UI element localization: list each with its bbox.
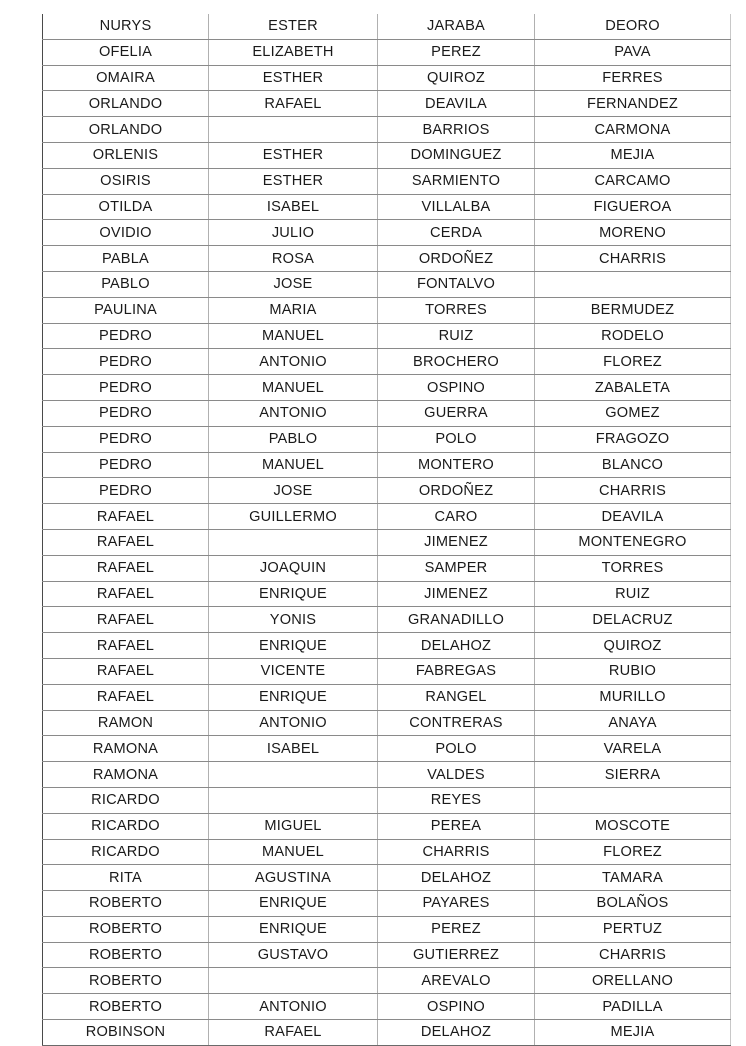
first-surname-cell: FABREGAS: [378, 658, 535, 684]
second-surname-cell: MEJIA: [535, 142, 731, 168]
first-name-cell: RAFAEL: [43, 607, 209, 633]
second-surname-cell: [535, 271, 731, 297]
first-name-cell: NURYS: [43, 14, 209, 39]
second-name-cell: ISABEL: [209, 194, 378, 220]
first-name-cell: ROBERTO: [43, 942, 209, 968]
first-surname-cell: VALDES: [378, 762, 535, 788]
second-name-cell: JOSE: [209, 271, 378, 297]
first-surname-cell: DOMINGUEZ: [378, 142, 535, 168]
table-row: [43, 994, 731, 1020]
second-name-cell: ROSA: [209, 246, 378, 272]
first-name-cell: PABLO: [43, 271, 209, 297]
first-name-cell: PEDRO: [43, 452, 209, 478]
first-surname-cell: RANGEL: [378, 684, 535, 710]
second-name-cell: GUILLERMO: [209, 504, 378, 530]
second-name-cell: [209, 529, 378, 555]
first-surname-cell: SARMIENTO: [378, 168, 535, 194]
second-name-cell: RAFAEL: [209, 1020, 378, 1046]
second-surname-cell: CARMONA: [535, 117, 731, 143]
table-row: [43, 1020, 731, 1046]
table-row: [43, 246, 731, 272]
first-surname-cell: SAMPER: [378, 555, 535, 581]
first-name-cell: OMAIRA: [43, 65, 209, 91]
first-surname-cell: ORDOÑEZ: [378, 478, 535, 504]
second-surname-cell: RODELO: [535, 323, 731, 349]
first-name-cell: ORLANDO: [43, 117, 209, 143]
second-name-cell: ANTONIO: [209, 400, 378, 426]
table-row: [43, 349, 731, 375]
first-surname-cell: BROCHERO: [378, 349, 535, 375]
second-surname-cell: ORELLANO: [535, 968, 731, 994]
second-name-cell: ENRIQUE: [209, 916, 378, 942]
table-row: [43, 581, 731, 607]
table-row: [43, 39, 731, 65]
second-name-cell: [209, 117, 378, 143]
first-surname-cell: MONTERO: [378, 452, 535, 478]
first-surname-cell: GUTIERREZ: [378, 942, 535, 968]
second-name-cell: MANUEL: [209, 323, 378, 349]
second-name-cell: MARIA: [209, 297, 378, 323]
first-name-cell: RAMONA: [43, 736, 209, 762]
table-row: [43, 400, 731, 426]
second-name-cell: ELIZABETH: [209, 39, 378, 65]
table-row: [43, 220, 731, 246]
second-name-cell: ENRIQUE: [209, 891, 378, 917]
table-row: [43, 787, 731, 813]
table-row: [43, 14, 731, 39]
second-name-cell: AGUSTINA: [209, 865, 378, 891]
second-surname-cell: MEJIA: [535, 1020, 731, 1046]
second-surname-cell: FERNANDEZ: [535, 91, 731, 117]
table-row: [43, 65, 731, 91]
first-name-cell: OTILDA: [43, 194, 209, 220]
first-surname-cell: AREVALO: [378, 968, 535, 994]
second-surname-cell: FLOREZ: [535, 349, 731, 375]
table-row: [43, 891, 731, 917]
first-name-cell: PAULINA: [43, 297, 209, 323]
first-name-cell: PEDRO: [43, 478, 209, 504]
second-name-cell: ENRIQUE: [209, 684, 378, 710]
second-surname-cell: MONTENEGRO: [535, 529, 731, 555]
second-surname-cell: DEORO: [535, 14, 731, 39]
second-surname-cell: RUBIO: [535, 658, 731, 684]
first-name-cell: RAFAEL: [43, 555, 209, 581]
second-surname-cell: ZABALETA: [535, 375, 731, 401]
second-surname-cell: VARELA: [535, 736, 731, 762]
first-name-cell: ROBERTO: [43, 891, 209, 917]
first-name-cell: RICARDO: [43, 787, 209, 813]
second-surname-cell: FIGUEROA: [535, 194, 731, 220]
first-name-cell: ROBERTO: [43, 968, 209, 994]
first-name-cell: RAFAEL: [43, 529, 209, 555]
second-name-cell: [209, 968, 378, 994]
first-surname-cell: OSPINO: [378, 994, 535, 1020]
first-name-cell: ORLANDO: [43, 91, 209, 117]
first-name-cell: OVIDIO: [43, 220, 209, 246]
second-surname-cell: FRAGOZO: [535, 426, 731, 452]
second-name-cell: ESTHER: [209, 65, 378, 91]
first-surname-cell: BARRIOS: [378, 117, 535, 143]
second-surname-cell: RUIZ: [535, 581, 731, 607]
table-row: [43, 684, 731, 710]
first-surname-cell: FONTALVO: [378, 271, 535, 297]
second-name-cell: ANTONIO: [209, 994, 378, 1020]
second-surname-cell: ANAYA: [535, 710, 731, 736]
second-surname-cell: BLANCO: [535, 452, 731, 478]
table-row: [43, 633, 731, 659]
second-name-cell: GUSTAVO: [209, 942, 378, 968]
second-surname-cell: MURILLO: [535, 684, 731, 710]
table-row: [43, 323, 731, 349]
first-name-cell: RAFAEL: [43, 658, 209, 684]
table-row: [43, 813, 731, 839]
first-surname-cell: DELAHOZ: [378, 865, 535, 891]
table-row: [43, 658, 731, 684]
first-surname-cell: QUIROZ: [378, 65, 535, 91]
second-surname-cell: PADILLA: [535, 994, 731, 1020]
table-row: [43, 942, 731, 968]
table-row: [43, 839, 731, 865]
first-surname-cell: JIMENEZ: [378, 581, 535, 607]
first-surname-cell: CONTRERAS: [378, 710, 535, 736]
first-name-cell: OSIRIS: [43, 168, 209, 194]
table-row: [43, 607, 731, 633]
table-row: [43, 168, 731, 194]
first-surname-cell: CERDA: [378, 220, 535, 246]
second-surname-cell: FERRES: [535, 65, 731, 91]
first-surname-cell: RUIZ: [378, 323, 535, 349]
first-name-cell: OFELIA: [43, 39, 209, 65]
second-surname-cell: PERTUZ: [535, 916, 731, 942]
second-surname-cell: CARCAMO: [535, 168, 731, 194]
first-name-cell: RITA: [43, 865, 209, 891]
second-name-cell: ANTONIO: [209, 710, 378, 736]
second-name-cell: [209, 762, 378, 788]
second-surname-cell: CHARRIS: [535, 246, 731, 272]
first-surname-cell: DELAHOZ: [378, 633, 535, 659]
second-surname-cell: MORENO: [535, 220, 731, 246]
second-surname-cell: PAVA: [535, 39, 731, 65]
first-surname-cell: TORRES: [378, 297, 535, 323]
second-surname-cell: BERMUDEZ: [535, 297, 731, 323]
second-surname-cell: CHARRIS: [535, 942, 731, 968]
second-surname-cell: TORRES: [535, 555, 731, 581]
second-name-cell: JOSE: [209, 478, 378, 504]
second-name-cell: MIGUEL: [209, 813, 378, 839]
second-name-cell: MANUEL: [209, 839, 378, 865]
first-surname-cell: VILLALBA: [378, 194, 535, 220]
second-name-cell: ANTONIO: [209, 349, 378, 375]
second-surname-cell: QUIROZ: [535, 633, 731, 659]
table-row: [43, 736, 731, 762]
second-name-cell: MANUEL: [209, 452, 378, 478]
second-surname-cell: SIERRA: [535, 762, 731, 788]
first-surname-cell: PEREZ: [378, 39, 535, 65]
first-name-cell: ROBERTO: [43, 916, 209, 942]
table-row: [43, 117, 731, 143]
table-row: [43, 762, 731, 788]
first-surname-cell: PEREA: [378, 813, 535, 839]
table-row: [43, 710, 731, 736]
second-name-cell: ESTHER: [209, 168, 378, 194]
first-name-cell: ORLENIS: [43, 142, 209, 168]
first-name-cell: PEDRO: [43, 426, 209, 452]
first-surname-cell: POLO: [378, 736, 535, 762]
second-name-cell: ESTER: [209, 14, 378, 39]
second-surname-cell: BOLAÑOS: [535, 891, 731, 917]
table-row: [43, 916, 731, 942]
names-table: [42, 14, 731, 1046]
table-row: [43, 194, 731, 220]
first-surname-cell: CHARRIS: [378, 839, 535, 865]
table-row: [43, 555, 731, 581]
first-name-cell: RAFAEL: [43, 504, 209, 530]
first-name-cell: RAMONA: [43, 762, 209, 788]
table-row: [43, 452, 731, 478]
first-name-cell: RICARDO: [43, 813, 209, 839]
second-surname-cell: [535, 787, 731, 813]
second-surname-cell: MOSCOTE: [535, 813, 731, 839]
first-name-cell: RAFAEL: [43, 633, 209, 659]
second-name-cell: ESTHER: [209, 142, 378, 168]
first-name-cell: PEDRO: [43, 349, 209, 375]
first-surname-cell: CARO: [378, 504, 535, 530]
first-name-cell: ROBINSON: [43, 1020, 209, 1046]
second-name-cell: JOAQUIN: [209, 555, 378, 581]
first-surname-cell: PEREZ: [378, 916, 535, 942]
first-name-cell: RICARDO: [43, 839, 209, 865]
first-surname-cell: ORDOÑEZ: [378, 246, 535, 272]
table-row: [43, 865, 731, 891]
second-surname-cell: CHARRIS: [535, 478, 731, 504]
second-surname-cell: DEAVILA: [535, 504, 731, 530]
first-surname-cell: GUERRA: [378, 400, 535, 426]
first-surname-cell: DELAHOZ: [378, 1020, 535, 1046]
first-name-cell: RAFAEL: [43, 581, 209, 607]
first-surname-cell: POLO: [378, 426, 535, 452]
table-row: [43, 968, 731, 994]
first-surname-cell: GRANADILLO: [378, 607, 535, 633]
first-surname-cell: JARABA: [378, 14, 535, 39]
names-table-body: [43, 14, 731, 1045]
first-surname-cell: JIMENEZ: [378, 529, 535, 555]
first-name-cell: RAMON: [43, 710, 209, 736]
first-name-cell: RAFAEL: [43, 684, 209, 710]
table-row: [43, 142, 731, 168]
table-row: [43, 91, 731, 117]
first-surname-cell: OSPINO: [378, 375, 535, 401]
second-name-cell: JULIO: [209, 220, 378, 246]
first-name-cell: PEDRO: [43, 375, 209, 401]
table-row: [43, 478, 731, 504]
first-surname-cell: PAYARES: [378, 891, 535, 917]
table-row: [43, 297, 731, 323]
second-name-cell: [209, 787, 378, 813]
second-name-cell: ENRIQUE: [209, 581, 378, 607]
first-name-cell: PABLA: [43, 246, 209, 272]
second-name-cell: VICENTE: [209, 658, 378, 684]
table-row: [43, 426, 731, 452]
second-name-cell: YONIS: [209, 607, 378, 633]
table-row: [43, 271, 731, 297]
second-surname-cell: FLOREZ: [535, 839, 731, 865]
second-surname-cell: GOMEZ: [535, 400, 731, 426]
second-surname-cell: TAMARA: [535, 865, 731, 891]
table-row: [43, 504, 731, 530]
second-name-cell: ISABEL: [209, 736, 378, 762]
table-row: [43, 375, 731, 401]
second-name-cell: ENRIQUE: [209, 633, 378, 659]
first-name-cell: PEDRO: [43, 323, 209, 349]
second-name-cell: RAFAEL: [209, 91, 378, 117]
second-name-cell: MANUEL: [209, 375, 378, 401]
first-name-cell: ROBERTO: [43, 994, 209, 1020]
first-surname-cell: DEAVILA: [378, 91, 535, 117]
second-name-cell: PABLO: [209, 426, 378, 452]
first-surname-cell: REYES: [378, 787, 535, 813]
first-name-cell: PEDRO: [43, 400, 209, 426]
table-row: [43, 529, 731, 555]
second-surname-cell: DELACRUZ: [535, 607, 731, 633]
